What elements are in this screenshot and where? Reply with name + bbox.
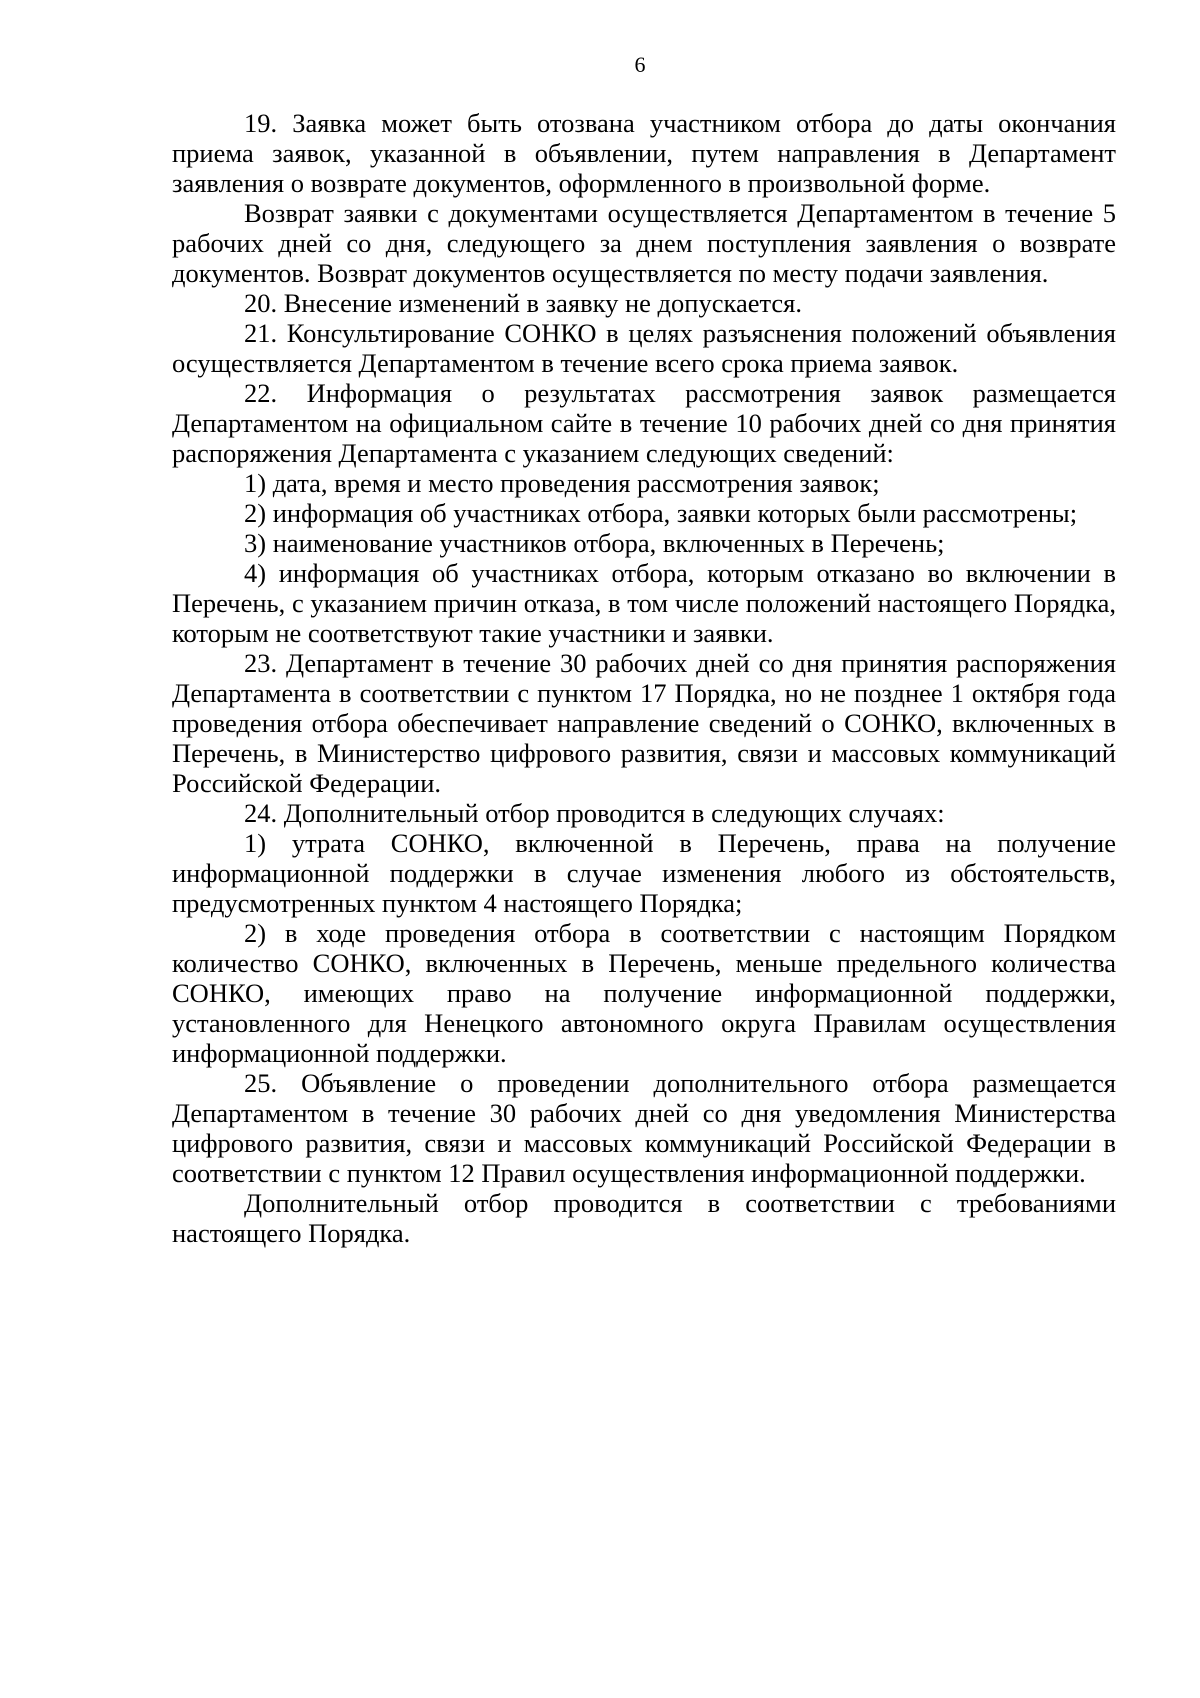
paragraph-23: 23. Департамент в течение 30 рабочих дней со дня принятия распоряжения Департамента в соответствии с пунктом 17 Порядка, но не позднее 1 октября года проведения отбора обеспечивает направление сведений о СОНКО, включенных в Перечень, в Министерство цифрового развития, связи и массовых коммуникаций Российской Федерации. bbox=[172, 648, 1116, 798]
paragraph-22-item-4: 4) информация об участниках отбора, которым отказано во включении в Перечень, с указанием причин отказа, в том числе положений настоящего Порядка, которым не соответствуют такие участники и заявки. bbox=[172, 558, 1116, 648]
paragraph-20: 20. Внесение изменений в заявку не допускается. bbox=[244, 288, 802, 318]
paragraph-25-additional: Дополнительный отбор проводится в соответствии с требованиями настоящего Порядка. bbox=[172, 1188, 1116, 1248]
paragraph-22: 22. Информация о результатах рассмотрения заявок размещается Департаментом на официальном сайте в течение 10 рабочих дней со дня принятия распоряжения Департамента с указанием следующих сведений: bbox=[172, 378, 1116, 468]
paragraph-25: 25. Объявление о проведении дополнительного отбора размещается Департаментом в течение 30 рабочих дней со дня уведомления Министерства цифрового развития, связи и массовых коммуникаций Российской Федерации в соответствии с пунктом 12 Правил осуществления информационной поддержки. bbox=[172, 1068, 1116, 1188]
document-body bbox=[172, 108, 1116, 1248]
paragraph-22-item-2: 2) информация об участниках отбора, заявки которых были рассмотрены; bbox=[244, 498, 1078, 528]
page-number: 6 bbox=[634, 52, 646, 77]
paragraph-22-item-3: 3) наименование участников отбора, включенных в Перечень; bbox=[244, 528, 945, 558]
paragraph-21: 21. Консультирование СОНКО в целях разъяснения положений объявления осуществляется Департаментом в течение всего срока приема заявок. bbox=[172, 318, 1116, 378]
paragraph-19-return: Возврат заявки с документами осуществляется Департаментом в течение 5 рабочих дней со дня, следующего за днем поступления заявления о возврате документов. Возврат документов осуществляется по месту подачи заявления. bbox=[172, 198, 1116, 288]
paragraph-22-item-1: 1) дата, время и место проведения рассмотрения заявок; bbox=[244, 468, 880, 498]
paragraph-24: 24. Дополнительный отбор проводится в следующих случаях: bbox=[244, 798, 945, 828]
paragraph-24-item-1: 1) утрата СОНКО, включенной в Перечень, права на получение информационной поддержки в случае изменения любого из обстоятельств, предусмотренных пунктом 4 настоящего Порядка; bbox=[172, 828, 1116, 918]
paragraph-19: 19. Заявка может быть отозвана участником отбора до даты окончания приема заявок, указанной в объявлении, путем направления в Департамент заявления о возврате документов, оформленного в произвольной форме. bbox=[172, 108, 1116, 198]
paragraph-24-item-2: 2) в ходе проведения отбора в соответствии с настоящим Порядком количество СОНКО, включенных в Перечень, меньше предельного количества СОНКО, имеющих право на получение информационной поддержки, установленного для Ненецкого автономного округа Правилам осуществления информационной поддержки. bbox=[172, 918, 1116, 1068]
